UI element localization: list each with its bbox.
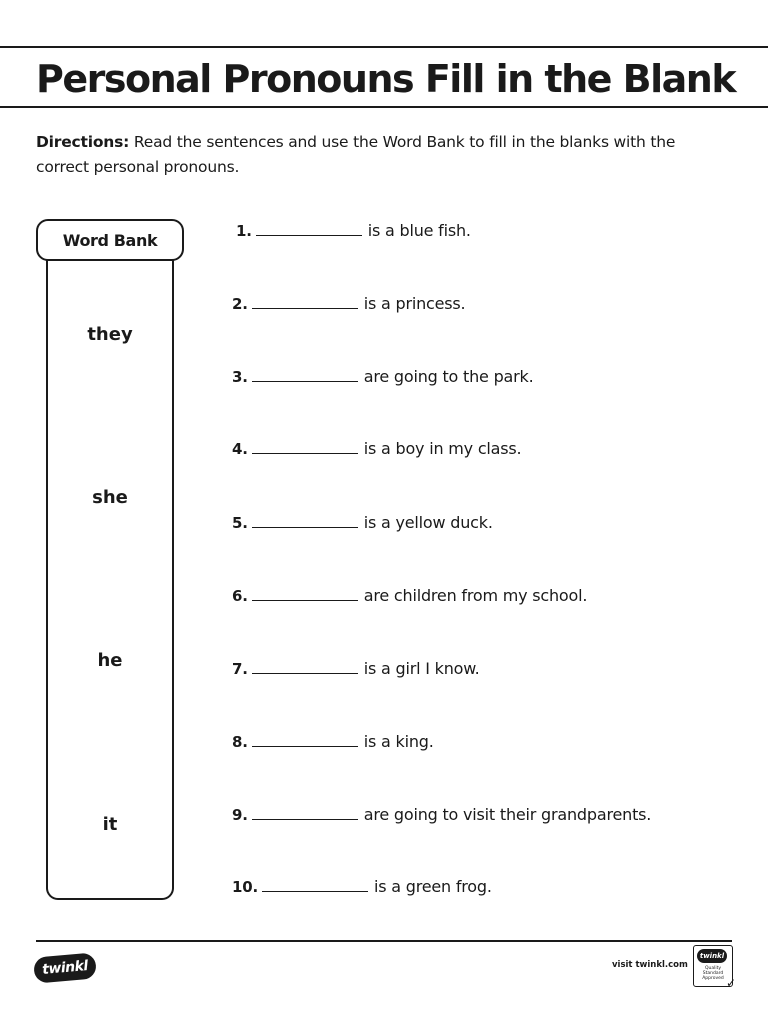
question-text: are going to the park.	[363, 367, 534, 386]
answer-blank[interactable]	[252, 732, 358, 747]
quality-badge	[693, 945, 736, 990]
question-number: 2.	[232, 295, 248, 313]
question-number: 6.	[232, 587, 248, 605]
question-item	[232, 367, 533, 386]
badge-text: Quality Standard Approved	[702, 966, 724, 981]
question-number: 9.	[232, 806, 248, 824]
question-text: is a king.	[363, 732, 434, 751]
question-text: are going to visit their grandparents.	[363, 805, 652, 824]
question-text: is a blue fish.	[367, 221, 471, 240]
answer-blank[interactable]	[256, 221, 362, 236]
question-item	[232, 805, 651, 824]
answer-blank[interactable]	[252, 439, 358, 454]
question-text: is a boy in my class.	[363, 439, 522, 458]
question-text: is a green frog.	[373, 877, 492, 896]
question-item	[232, 732, 434, 751]
top-rule	[0, 46, 768, 48]
title-underline	[0, 106, 768, 108]
question-item	[232, 294, 465, 313]
visit-link[interactable]: visit twinkl.com	[612, 960, 688, 970]
question-number: 8.	[232, 733, 248, 751]
footer-rule	[36, 940, 732, 942]
question-number: 4.	[232, 440, 248, 458]
answer-blank[interactable]	[252, 659, 358, 674]
badge-logo: twinkl	[697, 949, 727, 963]
directions-text: Read the sentences and use the Word Bank to fill in the blanks with the correct personal pronouns.	[36, 133, 676, 176]
question-number: 10.	[232, 878, 258, 896]
answer-blank[interactable]	[252, 805, 358, 820]
word-bank-word: it	[102, 814, 118, 835]
question-text: is a yellow duck.	[363, 513, 493, 532]
question-item	[232, 439, 521, 458]
twinkl-logo[interactable]: twinkl	[33, 952, 97, 983]
answer-blank[interactable]	[252, 367, 358, 382]
question-item	[232, 659, 480, 678]
word-bank-word: they	[87, 324, 133, 345]
question-item	[232, 586, 587, 605]
question-item	[232, 513, 493, 532]
question-text: are children from my school.	[363, 586, 588, 605]
question-item	[232, 877, 492, 896]
answer-blank[interactable]	[252, 586, 358, 601]
word-bank-word: he	[97, 650, 123, 671]
word-bank-word: she	[92, 487, 128, 508]
answer-blank[interactable]	[262, 877, 368, 892]
question-number: 7.	[232, 660, 248, 678]
checkmark-icon: ✓	[725, 976, 736, 990]
question-number: 5.	[232, 514, 248, 532]
directions	[36, 130, 696, 180]
question-number: 1.	[236, 222, 252, 240]
question-item	[236, 221, 471, 240]
answer-blank[interactable]	[252, 294, 358, 309]
question-text: is a princess.	[363, 294, 466, 313]
question-text: is a girl I know.	[363, 659, 480, 678]
page-title: Personal Pronouns Fill in the Blank	[36, 57, 736, 101]
answer-blank[interactable]	[252, 513, 358, 528]
question-number: 3.	[232, 368, 248, 386]
word-bank-header: Word Bank	[36, 219, 184, 261]
directions-label: Directions:	[36, 133, 130, 151]
